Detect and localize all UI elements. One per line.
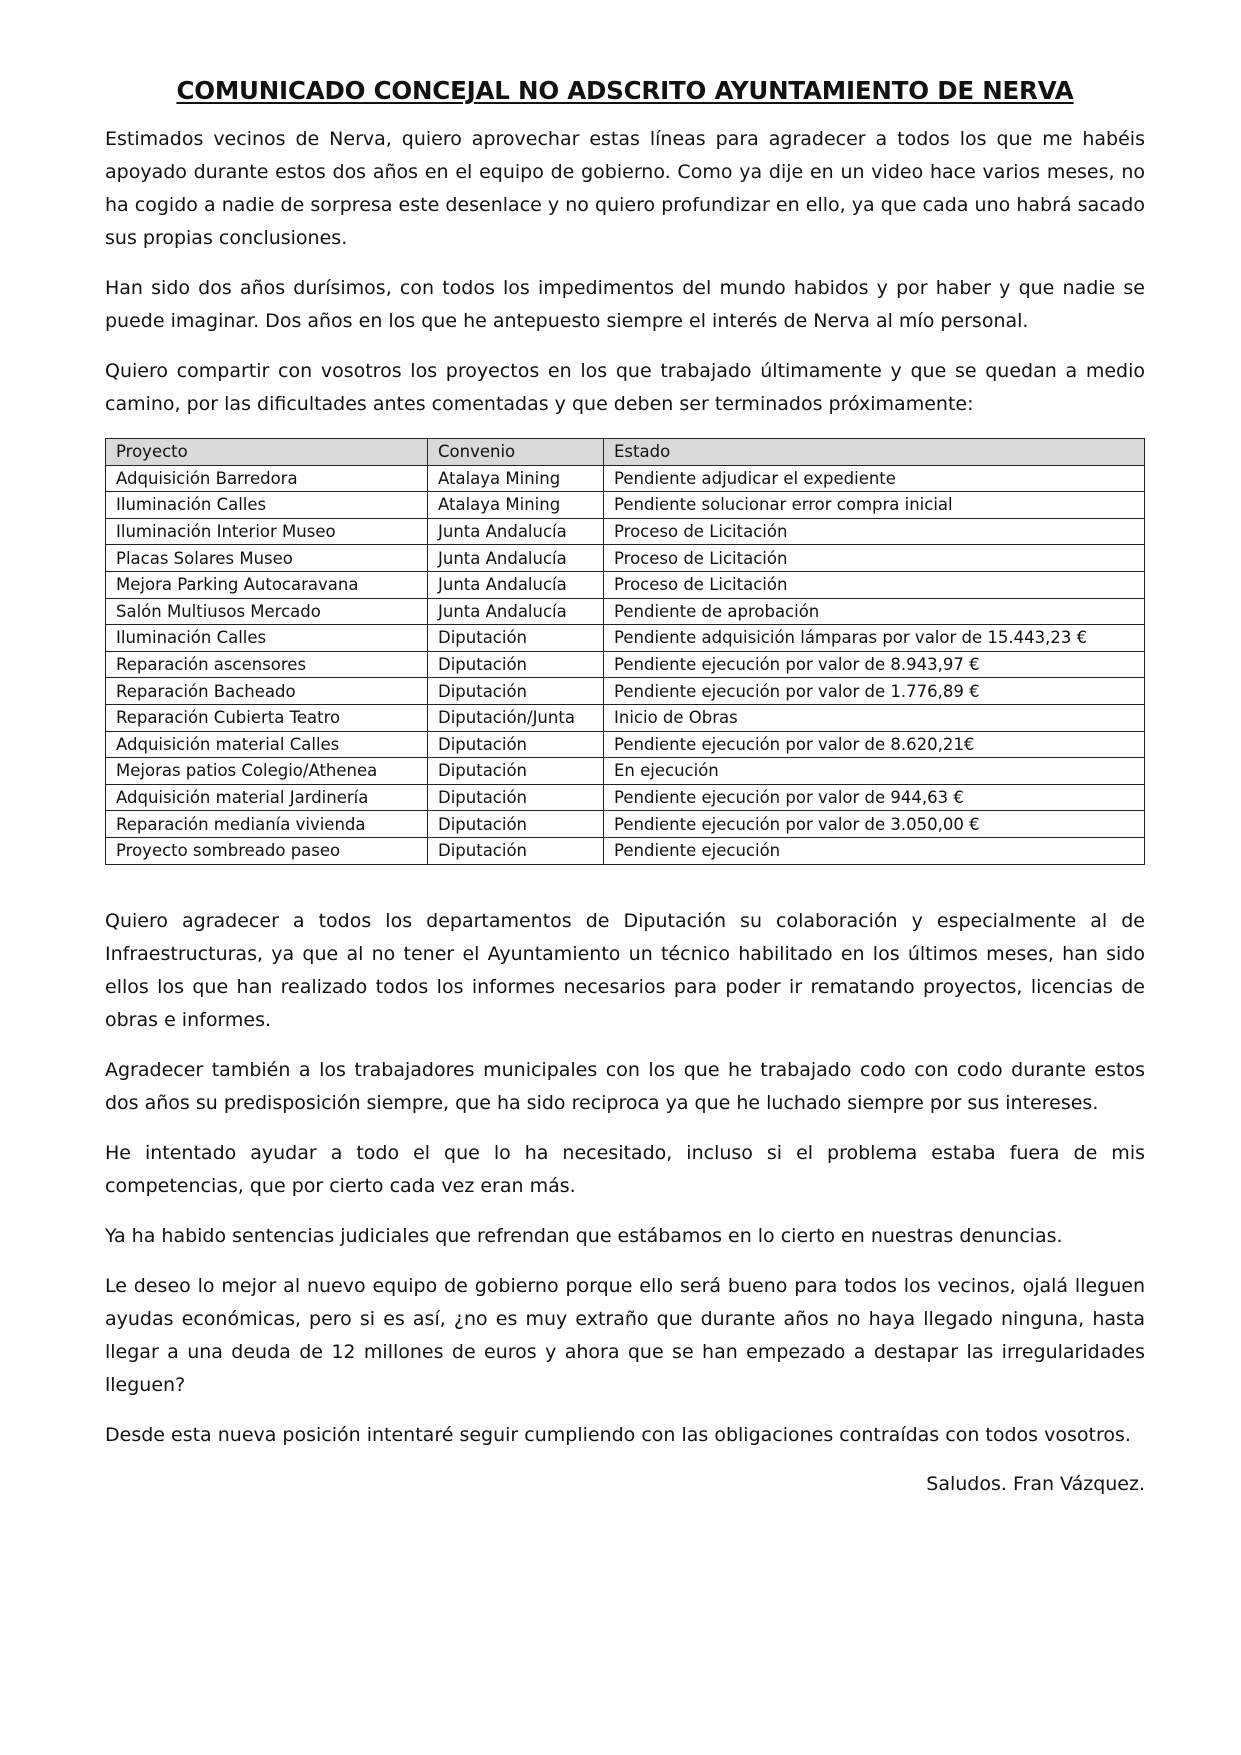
table-row: [106, 625, 1145, 652]
cell-estado: Pendiente ejecución: [604, 837, 1145, 864]
cell-convenio: Diputación/Junta: [428, 704, 604, 731]
cell-estado: Proceso de Licitación: [604, 545, 1145, 572]
cell-proyecto: Mejora Parking Autocaravana: [106, 571, 428, 598]
paragraph: Estimados vecinos de Nerva, quiero aprovechar estas líneas para agradecer a todos los que me habéis apoyado durante estos dos años en el equipo de gobierno. Como ya dije en un video hace varios meses, no ha cogido a nadie de sorpresa este desenlace y no quiero profundizar en ello, ya que cada uno habrá sacado sus propias conclusiones.: [105, 128, 1145, 249]
paragraph: He intentado ayudar a todo el que lo ha necesitado, incluso si el problema estaba fuera de mis competencias, que por cierto cada vez eran más.: [105, 1141, 1145, 1197]
cell-proyecto: Mejoras patios Colegio/Athenea: [106, 758, 428, 785]
document-page: [105, 76, 1145, 1499]
paragraph: Ya ha habido sentencias judiciales que refrendan que estábamos en lo cierto en nuestras denuncias.: [105, 1224, 1063, 1247]
table-row: [106, 758, 1145, 785]
column-header-convenio: Convenio: [428, 439, 604, 466]
table-row: [106, 784, 1145, 811]
cell-estado: En ejecución: [604, 758, 1145, 785]
cell-proyecto: Reparación ascensores: [106, 651, 428, 678]
cell-proyecto: Adquisición material Calles: [106, 731, 428, 758]
table-row: [106, 651, 1145, 678]
closing-section: [105, 905, 1145, 1452]
table-row: [106, 571, 1145, 598]
cell-proyecto: Adquisición Barredora: [106, 465, 428, 492]
paragraph: Quiero compartir con vosotros los proyectos en los que trabajado últimamente y que se quedan a medio camino, por las dificultades antes comentadas y que deben ser terminados próximamente:: [105, 360, 1145, 415]
projects-table: [105, 438, 1145, 865]
cell-convenio: Diputación: [428, 837, 604, 864]
cell-proyecto: Proyecto sombreado paseo: [106, 837, 428, 864]
column-header-proyecto: Proyecto: [106, 439, 428, 466]
cell-convenio: Diputación: [428, 651, 604, 678]
table-row: [106, 465, 1145, 492]
cell-estado: Pendiente solucionar error compra inicial: [604, 492, 1145, 519]
cell-proyecto: Salón Multiusos Mercado: [106, 598, 428, 625]
table-row: [106, 598, 1145, 625]
cell-convenio: Diputación: [428, 811, 604, 838]
table-row: [106, 545, 1145, 572]
cell-proyecto: Reparación Bacheado: [106, 678, 428, 705]
cell-estado: Pendiente ejecución por valor de 944,63 €: [604, 784, 1145, 811]
cell-convenio: Diputación: [428, 678, 604, 705]
cell-estado: Pendiente de aprobación: [604, 598, 1145, 625]
table-row: [106, 811, 1145, 838]
table-row: [106, 678, 1145, 705]
column-header-estado: Estado: [604, 439, 1145, 466]
table-body: [106, 465, 1145, 864]
cell-estado: Pendiente ejecución por valor de 3.050,00 €: [604, 811, 1145, 838]
cell-convenio: Junta Andalucía: [428, 545, 604, 572]
cell-convenio: Junta Andalucía: [428, 518, 604, 545]
cell-convenio: Diputación: [428, 758, 604, 785]
cell-proyecto: Placas Solares Museo: [106, 545, 428, 572]
intro-section: [105, 123, 1145, 421]
cell-estado: Proceso de Licitación: [604, 571, 1145, 598]
cell-estado: Pendiente adquisición lámparas por valor de 15.443,23 €: [604, 625, 1145, 652]
paragraph: Desde esta nueva posición intentaré seguir cumpliendo con las obligaciones contraídas con todos vosotros.: [105, 1423, 1131, 1446]
cell-estado: Pendiente ejecución por valor de 8.620,21€: [604, 731, 1145, 758]
cell-convenio: Atalaya Mining: [428, 465, 604, 492]
cell-proyecto: Iluminación Calles: [106, 625, 428, 652]
cell-proyecto: Reparación medianía vivienda: [106, 811, 428, 838]
cell-estado: Pendiente adjudicar el expediente: [604, 465, 1145, 492]
cell-convenio: Junta Andalucía: [428, 571, 604, 598]
cell-convenio: Atalaya Mining: [428, 492, 604, 519]
cell-proyecto: Reparación Cubierta Teatro: [106, 704, 428, 731]
paragraph: Quiero agradecer a todos los departamentos de Diputación su colaboración y especialmente al de Infraestructuras, ya que al no tener el Ayuntamiento un técnico habilitado en los últimos meses, han sido ellos los que han realizado todos los informes necesarios para poder ir rematando proyectos, licencias de obras e informes.: [105, 909, 1145, 1031]
table-header-row: [106, 439, 1145, 466]
document-title: COMUNICADO CONCEJAL NO ADSCRITO AYUNTAMIENTO DE NERVA: [176, 76, 1074, 105]
table-row: [106, 492, 1145, 519]
cell-convenio: Diputación: [428, 784, 604, 811]
paragraph: Agradecer también a los trabajadores municipales con los que he trabajado codo con codo durante estos dos años su predisposición siempre, que ha sido reciproca ya que he luchado siempre por sus intereses.: [105, 1058, 1145, 1114]
cell-proyecto: Iluminación Interior Museo: [106, 518, 428, 545]
signature: Saludos. Fran Vázquez.: [926, 1472, 1145, 1495]
cell-estado: Proceso de Licitación: [604, 518, 1145, 545]
cell-proyecto: Adquisición material Jardinería: [106, 784, 428, 811]
cell-convenio: Junta Andalucía: [428, 598, 604, 625]
table-row: [106, 704, 1145, 731]
paragraph: Han sido dos años durísimos, con todos los impedimentos del mundo habidos y por haber y que nadie se puede imaginar. Dos años en los que he antepuesto siempre el interés de Nerva al mío personal.: [105, 277, 1145, 332]
cell-estado: Pendiente ejecución por valor de 1.776,89 €: [604, 678, 1145, 705]
cell-estado: Pendiente ejecución por valor de 8.943,97 €: [604, 651, 1145, 678]
cell-convenio: Diputación: [428, 625, 604, 652]
cell-proyecto: Iluminación Calles: [106, 492, 428, 519]
table-row: [106, 731, 1145, 758]
cell-convenio: Diputación: [428, 731, 604, 758]
table-row: [106, 518, 1145, 545]
table-row: [106, 837, 1145, 864]
cell-estado: Inicio de Obras: [604, 704, 1145, 731]
paragraph: Le deseo lo mejor al nuevo equipo de gobierno porque ello será bueno para todos los vecinos, ojalá lleguen ayudas económicas, pero si es así, ¿no es muy extraño que durante años no haya llegado ninguna, hasta llegar a una deuda de 12 millones de euros y ahora que se han empezado a destapar las irregularidades lleguen?: [105, 1274, 1145, 1396]
